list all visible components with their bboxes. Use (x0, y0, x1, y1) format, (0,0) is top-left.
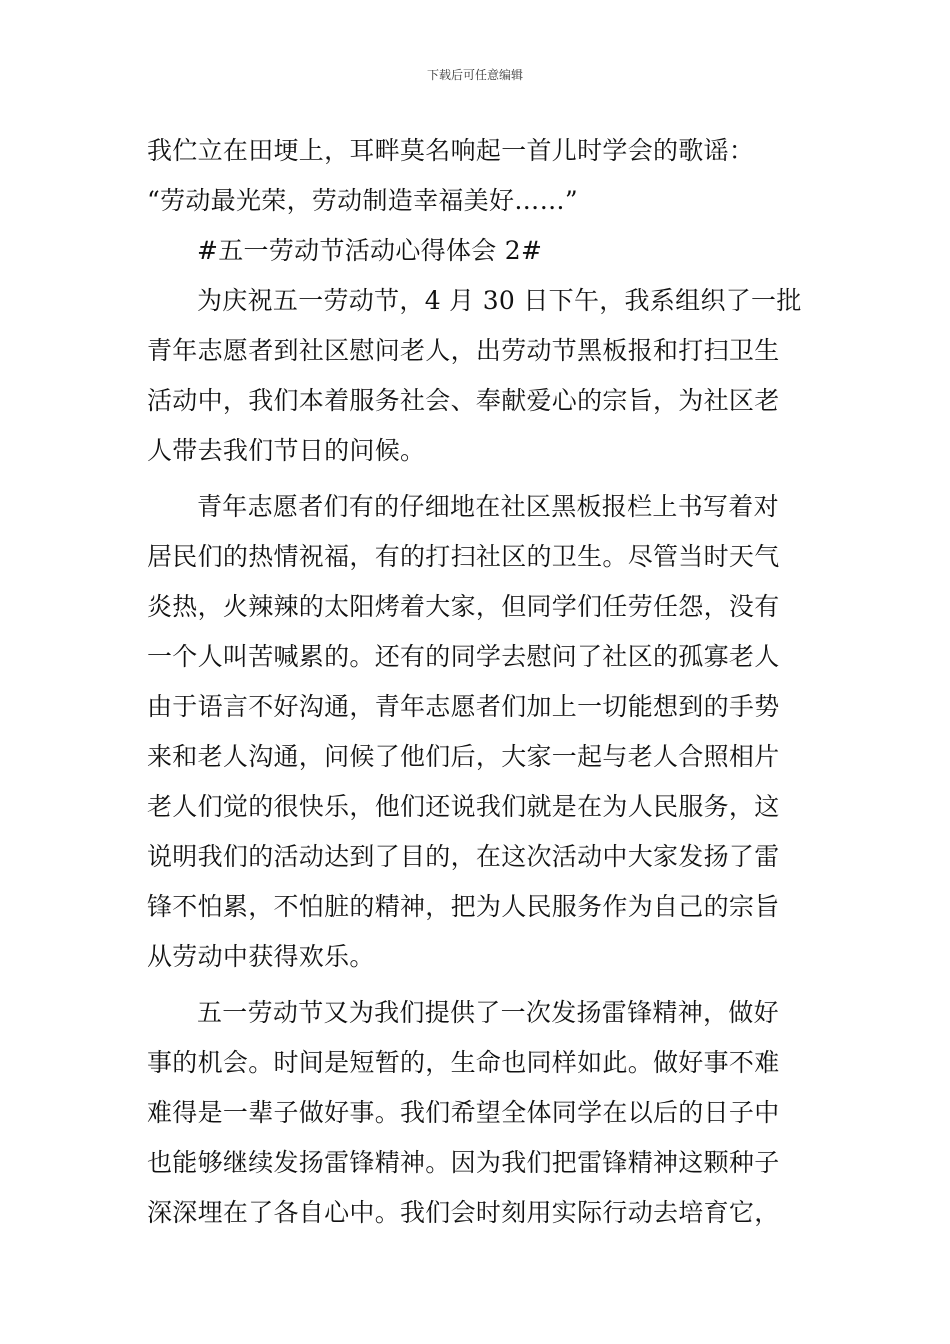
text-line: 青年志愿者们有的仔细地在社区黑板报栏上书写着对 (197, 492, 779, 521)
text-line: 我伫立在田埂上，耳畔莫名响起一首儿时学会的歌谣： (147, 136, 755, 165)
text-line: 为庆祝五一劳动节，4 月 30 日下午，我系组织了一批 (197, 286, 802, 315)
document-body (147, 126, 812, 1238)
text-line: 五一劳动节又为我们提供了一次发扬雷锋精神，做好 (197, 998, 779, 1027)
text-line: 居民们的热情祝福，有的打扫社区的卫生。尽管当时天气 (147, 542, 780, 571)
text-line: 青年志愿者到社区慰问老人，出劳动节黑板报和打扫卫生 (147, 336, 780, 365)
text-line: 事的机会。时间是短暂的，生命也同样如此。做好事不难 (147, 1048, 780, 1077)
text-line: 炎热，火辣辣的太阳烤着大家，但同学们任劳任怨，没有 (147, 592, 780, 621)
text-line: 锋不怕累，不怕脏的精神，把为人民服务作为自己的宗旨 (147, 892, 780, 921)
text-line: 人带去我们节日的问候。 (147, 436, 426, 465)
text-line: “劳动最光荣，劳动制造幸福美好……” (147, 186, 578, 215)
text-line: 一个人叫苦喊累的。还有的同学去慰问了社区的孤寡老人 (147, 642, 780, 671)
text-line: 也能够继续发扬雷锋精神。因为我们把雷锋精神这颗种子 (147, 1148, 780, 1177)
text-line: 深深埋在了各自心中。我们会时刻用实际行动去培育它， (147, 1198, 780, 1227)
text-line: 老人们觉的很快乐，他们还说我们就是在为人民服务，这 (147, 792, 780, 821)
text-line: 来和老人沟通，问候了他们后，大家一起与老人合照相片 (147, 742, 780, 771)
page-header: 下载后可任意编辑 (426, 68, 523, 82)
text-line: 由于语言不好沟通，青年志愿者们加上一切能想到的手势 (147, 692, 780, 721)
text-line: 从劳动中获得欢乐。 (147, 942, 375, 971)
section-heading: #五一劳动节活动心得体会 2# (197, 236, 543, 265)
text-line: 说明我们的活动达到了目的，在这次活动中大家发扬了雷 (147, 842, 780, 871)
text-line: 难得是一辈子做好事。我们希望全体同学在以后的日子中 (147, 1098, 780, 1127)
text-line: 活动中，我们本着服务社会、奉献爱心的宗旨，为社区老 (147, 386, 780, 415)
